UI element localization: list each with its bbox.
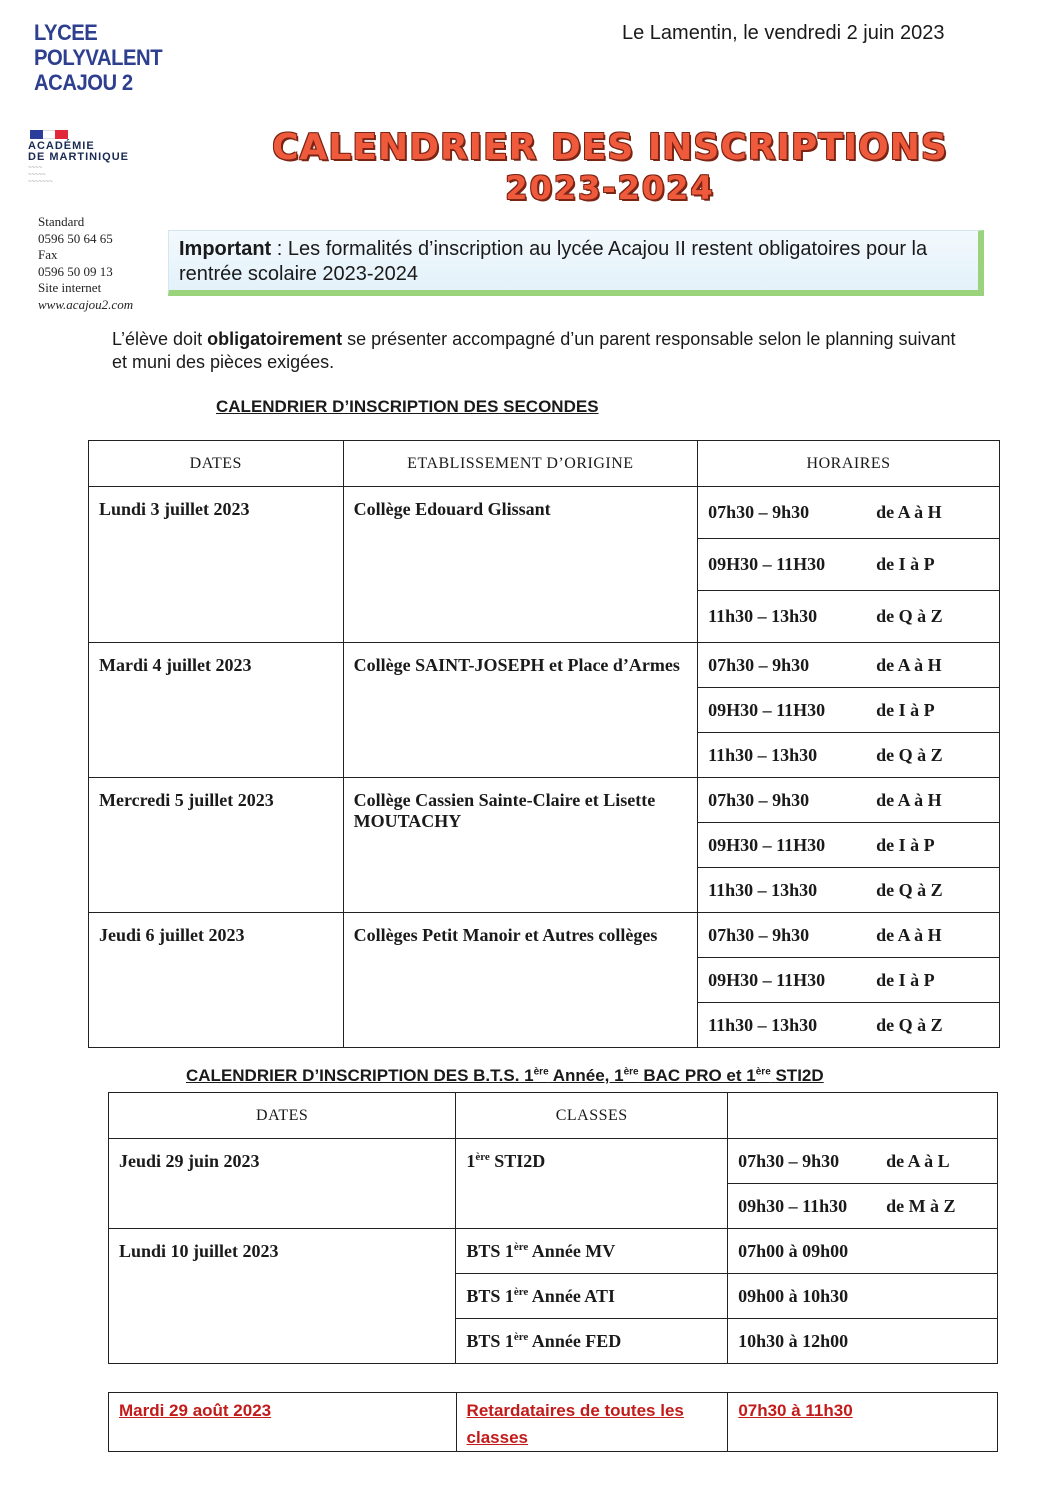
contact-label: Fax (38, 247, 58, 262)
table-row (109, 1139, 998, 1184)
time-slot (698, 778, 1000, 823)
time-range: 09H30 – 11H30 (708, 834, 826, 855)
column-header: DATES (89, 441, 344, 487)
time-slot (728, 1184, 998, 1229)
bts-table (108, 1092, 998, 1364)
important-notice (168, 230, 984, 296)
late-who-cell: Retardataires de toutes les classes (456, 1393, 728, 1452)
contact-phone: 0596 50 64 65 (38, 230, 113, 246)
late-table (108, 1392, 998, 1452)
title-year: 2023-2024 (505, 169, 715, 207)
table-header-row (89, 441, 1000, 487)
intro-paragraph (112, 328, 972, 374)
time-range: 07h30 – 9h30 (708, 789, 810, 810)
heading-sup: ère (533, 1066, 549, 1078)
time-range: 07h30 – 9h30 (708, 502, 810, 522)
class-text: 1 (466, 1151, 476, 1171)
letter-range: de A à H (876, 654, 942, 675)
class-text: BTS 1 (466, 1240, 514, 1261)
letter-range: de I à P (876, 969, 935, 990)
contact-label: Site internet (38, 280, 102, 295)
academie-line: DE MARTINIQUE (28, 151, 129, 163)
time-slot (698, 643, 1000, 688)
heading-sup: ère (755, 1066, 771, 1078)
date-cell: Mercredi 5 juillet 2023 (89, 778, 344, 913)
academie-line: ACADÉMIE (28, 140, 95, 152)
table-row (89, 643, 1000, 688)
school-name-line: POLYVALENT (34, 45, 163, 70)
class-text: BTS 1 (466, 1330, 514, 1351)
letter-range: de Q à Z (876, 744, 943, 765)
important-label: Important (179, 238, 272, 260)
important-text: : Les formalités d’inscription au lycée Acajou II restent obligatoires pour la rentrée scolaire 2023-2024 (179, 238, 928, 285)
etablissement-cell: Collège Cassien Sainte-Claire et Lisette MOUTACHY (343, 778, 697, 913)
class-text: Année FED (528, 1330, 622, 1351)
secondes-heading: CALENDRIER D’INSCRIPTION DES SECONDES (216, 397, 599, 416)
table-row (89, 913, 1000, 958)
time-range: 11h30 – 13h30 (708, 1014, 818, 1035)
class-text: BTS 1 (466, 1285, 514, 1306)
intro-emphasis: obligatoirement (207, 329, 343, 349)
heading-text: BAC PRO et 1 (638, 1066, 756, 1085)
letter-range: de A à L (886, 1150, 950, 1171)
column-header: CLASSES (456, 1093, 728, 1139)
letter-range: de Q à Z (876, 1014, 943, 1035)
title-line: CALENDRIER DES INSCRIPTIONS (272, 127, 948, 168)
table-header-row (109, 1093, 998, 1139)
letter-range: de A à H (876, 924, 942, 945)
column-header: DATES (109, 1093, 456, 1139)
school-name-line: ACAJOU 2 (34, 70, 133, 95)
school-name (34, 20, 173, 95)
column-header (728, 1093, 998, 1139)
letter-range: de Q à Z (876, 879, 943, 900)
contact-label: Standard (38, 214, 85, 229)
etablissement-cell: Collèges Petit Manoir et Autres collèges (343, 913, 697, 1048)
page-title (250, 126, 970, 206)
time-slot (698, 733, 1000, 778)
table-row (109, 1393, 998, 1452)
academie-name (28, 141, 158, 163)
etablissement-cell: Collège SAINT-JOSEPH et Place d’Armes (343, 643, 697, 778)
academie-logo (28, 130, 158, 186)
date-cell: Jeudi 29 juin 2023 (109, 1139, 456, 1229)
class-sup: ère (475, 1151, 490, 1163)
letter-range: de I à P (876, 554, 935, 574)
date-cell: Mardi 4 juillet 2023 (89, 643, 344, 778)
time-range: 11h30 – 13h30 (708, 606, 818, 626)
time-slot (698, 1003, 1000, 1048)
academie-motto: ~~~~ ~~~~~ ~~~~~~~ (28, 165, 53, 185)
time-slot (698, 868, 1000, 913)
french-flag-icon (30, 130, 68, 139)
class-cell (456, 1229, 728, 1274)
table-row (89, 487, 1000, 539)
date-cell: Jeudi 6 juillet 2023 (89, 913, 344, 1048)
time-range: 09H30 – 11H30 (708, 699, 826, 720)
date-cell: Lundi 3 juillet 2023 (89, 487, 344, 643)
time-range: 11h30 – 13h30 (708, 879, 818, 900)
class-text: STI2D (489, 1151, 546, 1171)
class-text: Année ATI (528, 1285, 615, 1306)
class-cell (456, 1274, 728, 1319)
intro-text: L’élève doit (112, 329, 208, 349)
school-name-line: LYCEE (34, 20, 98, 45)
letter-range: de I à P (876, 699, 935, 720)
date-cell: Lundi 10 juillet 2023 (109, 1229, 456, 1364)
time-slot (698, 958, 1000, 1003)
late-time-cell: 07h30 à 11h30 (728, 1393, 998, 1452)
time-range: 11h30 – 13h30 (708, 744, 818, 765)
table-row (109, 1229, 998, 1274)
letter-range: de A à H (876, 502, 942, 522)
table-row (89, 778, 1000, 823)
time-slot (698, 539, 1000, 591)
time-slot: 09h00 à 10h30 (728, 1274, 998, 1319)
class-text: Année MV (528, 1240, 616, 1261)
time-range: 09h30 – 11h30 (738, 1195, 848, 1216)
letter-range: de A à H (876, 789, 942, 810)
contact-fax: 0596 50 09 13 (38, 263, 113, 279)
contact-website[interactable]: www.acajou2.com (38, 296, 134, 312)
time-slot: 07h00 à 09h00 (728, 1229, 998, 1274)
column-header: HORAIRES (698, 441, 1000, 487)
date-line: Le Lamentin, le vendredi 2 juin 2023 (622, 22, 945, 44)
time-slot (728, 1139, 998, 1184)
bts-heading (186, 1066, 824, 1086)
time-slot: 10h30 à 12h00 (728, 1319, 998, 1364)
time-slot (698, 913, 1000, 958)
time-range: 09H30 – 11H30 (708, 554, 826, 574)
heading-sup: ère (623, 1066, 639, 1078)
time-range: 07h30 – 9h30 (738, 1150, 840, 1171)
time-range: 07h30 – 9h30 (708, 654, 810, 675)
letter-range: de I à P (876, 834, 935, 855)
time-slot (698, 487, 1000, 539)
secondes-table (88, 440, 1000, 1048)
intro-text: se présenter accompagné d’un parent responsable selon le planning suivant et muni des pièces exigées. (112, 329, 956, 372)
heading-text: CALENDRIER D’INSCRIPTION DES B.T.S. 1 (186, 1066, 534, 1085)
heading-text: Année, 1 (548, 1066, 624, 1085)
letter-range: de M à Z (886, 1195, 956, 1216)
time-range: 09H30 – 11H30 (708, 969, 826, 990)
etablissement-cell: Collège Edouard Glissant (343, 487, 697, 643)
time-slot (698, 591, 1000, 643)
time-slot (698, 823, 1000, 868)
time-range: 07h30 – 9h30 (708, 924, 810, 945)
class-sup: ère (513, 1240, 529, 1253)
class-cell (456, 1139, 728, 1229)
letter-range: de Q à Z (876, 606, 943, 626)
late-date-cell: Mardi 29 août 2023 (109, 1393, 457, 1452)
contact-block (38, 214, 133, 313)
time-slot (698, 688, 1000, 733)
class-sup: ère (513, 1330, 529, 1343)
class-cell (456, 1319, 728, 1364)
heading-text: STI2D (770, 1066, 824, 1085)
class-sup: ère (513, 1285, 529, 1298)
column-header: ETABLISSEMENT D’ORIGINE (343, 441, 697, 487)
